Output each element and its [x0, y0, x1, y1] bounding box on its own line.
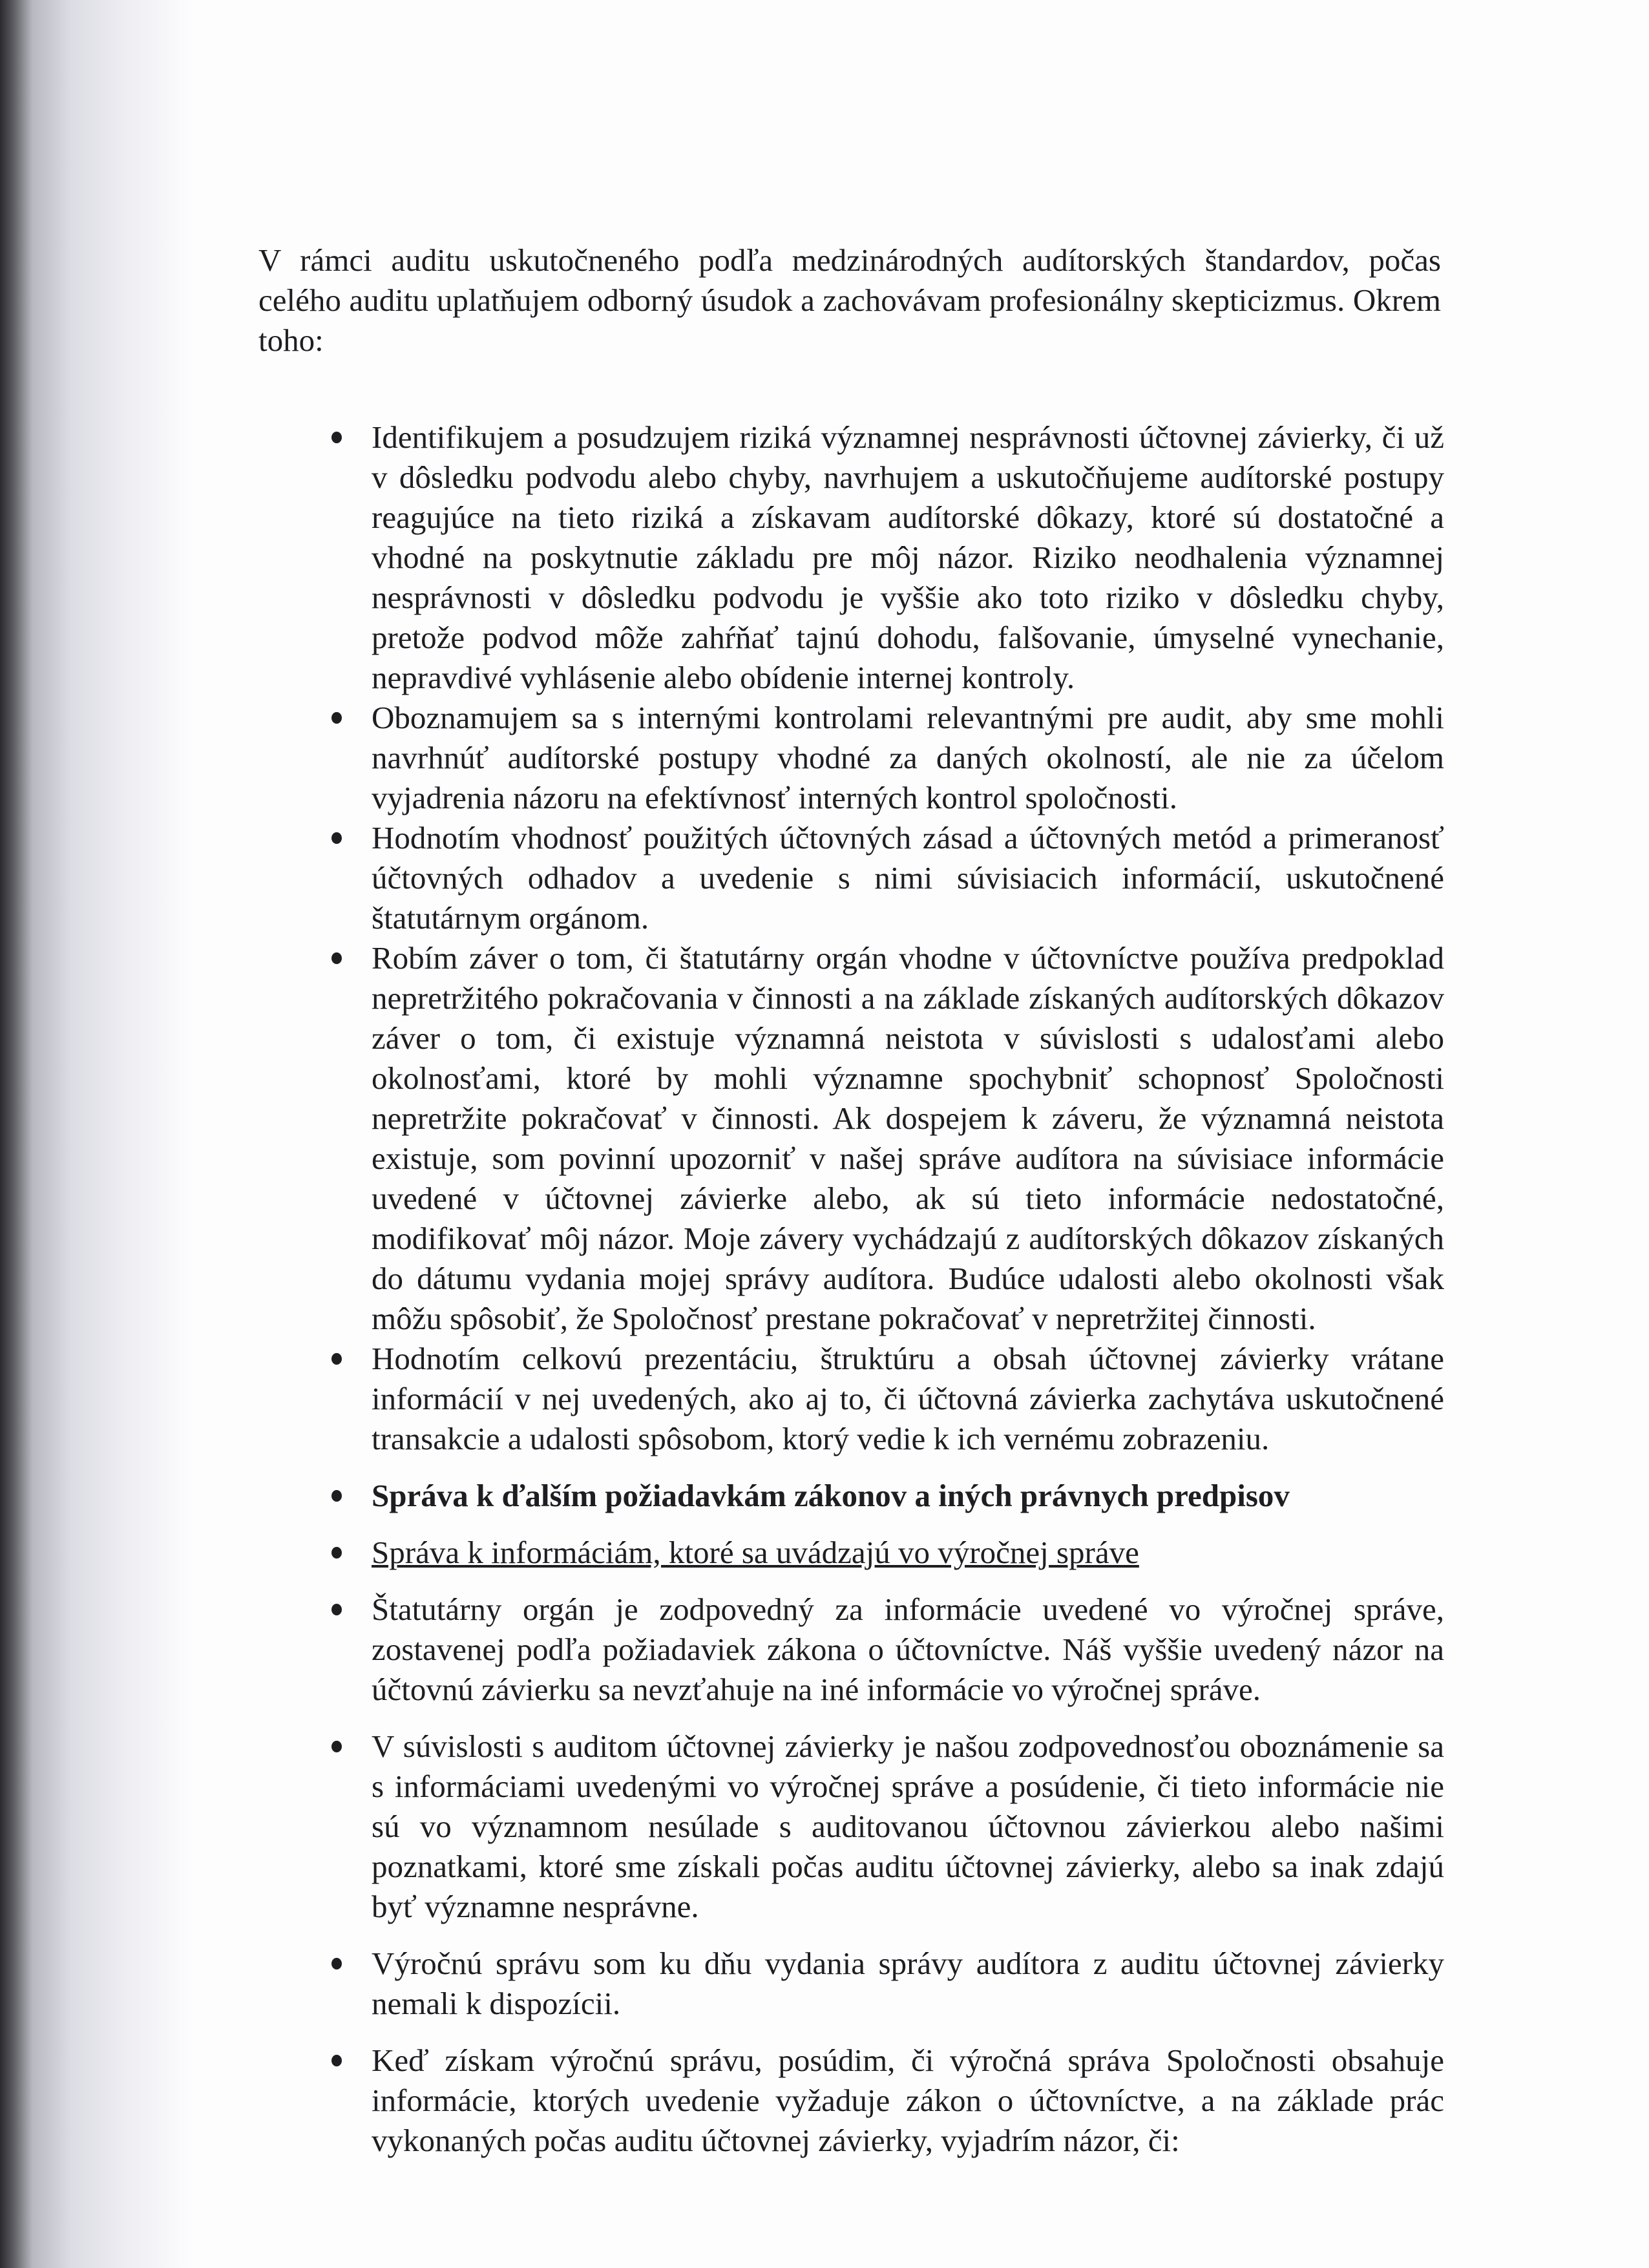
- bullet-icon: [331, 1958, 342, 1969]
- list-item: Oboznamujem sa s internými kontrolami relevantnými pre audit, aby sme mohli navrhnúť audítorské postupy vhodné za daných okolností, ale nie za účelom vyjadrenia názoru na efektívnosť interných kontrol spoločnosti.: [372, 698, 1444, 818]
- bullet-icon: [331, 832, 342, 844]
- list-item: Robím záver o tom, či štatutárny orgán vhodne v účtovníctve používa predpoklad nepretržitého pokračovania v činnosti a na základe získaných audítorských dôkazov záver o tom, či existuje významná neistota v súvislosti s udalosťami alebo okolnosťami, ktoré by mohli významne spochybniť schopnosť Spoločnosti nepretržite pokračovať v činnosti. Ak dospejem k záveru, že významná neistota existuje, som povinní upozorniť v našej správe audítora na súvisiace informácie uvedené v účtovnej závierke alebo, ak sú tieto informácie nedostatočné, modifikovať môj názor. Moje závery vychádzajú z audítorských dôkazov získaných do dátumu vydania mojej správy audítora. Budúce udalosti alebo okolnosti však môžu spôsobiť, že Spoločnosť prestane pokračovať v nepretržitej činnosti.: [372, 938, 1444, 1339]
- bullet-icon: [331, 712, 342, 724]
- list-item: Keď získam výročnú správu, posúdim, či výročná správa Spoločnosti obsahuje informácie, ktorých uvedenie vyžaduje zákon o účtovníctve, a na základe prác vykonaných počas auditu účtovnej závierky, vyjadrím názor, či:: [372, 2041, 1444, 2161]
- bullet-icon: [331, 1547, 342, 1559]
- bullet-icon: [331, 1490, 342, 1502]
- list-item: Štatutárny orgán je zodpovedný za informácie uvedené vo výročnej správe, zostavenej podľa požiadaviek zákona o účtovníctve. Náš vyššie uvedený názor na účtovnú závierku sa nevzťahuje na iné informácie vo výročnej správe.: [372, 1590, 1444, 1710]
- bullet-icon: [331, 2055, 342, 2066]
- bullet-icon: [331, 1353, 342, 1365]
- list-item: Hodnotím celkovú prezentáciu, štruktúru a obsah účtovnej závierky vrátane informácií v nej uvedených, ako aj to, či účtovná závierka zachytáva uskutočnené transakcie a udalosti spôsobom, ktorý vedie k ich vernému zobrazeniu.: [372, 1339, 1444, 1459]
- list-item: Výročnú správu som ku dňu vydania správy audítora z auditu účtovnej závierky nemali k dispozícii.: [372, 1944, 1444, 2024]
- intro-paragraph: V rámci auditu uskutočneného podľa medzinárodných audítorských štandardov, počas celého auditu uplatňujem odborný úsudok a zachovávam profesionálny skepticizmus. Okrem toho:: [258, 242, 1441, 358]
- list-item: Identifikujem a posudzujem riziká významnej nesprávnosti účtovnej závierky, či už v dôsledku podvodu alebo chyby, navrhujem a uskutočňujeme audítorské postupy reagujúce na tieto riziká a získavam audítorské dôkazy, ktoré sú dostatočné a vhodné na poskytnutie základu pre môj názor. Riziko neodhalenia významnej nesprávnosti v dôsledku podvodu je vyššie ako toto riziko v dôsledku chyby, pretože podvod môže zahŕňať tajnú dohodu, falšovanie, úmyselné vynechanie, nepravdivé vyhlásenie alebo obídenie internej kontroly.: [372, 417, 1444, 698]
- list-item: V súvislosti s auditom účtovnej závierky je našou zodpovednosťou oboznámenie sa s informáciami uvedenými vo výročnej správe a posúdenie, či tieto informácie nie sú vo významnom nesúlade s auditovanou účtovnou závierkou alebo našimi poznatkami, ktoré sme získali počas auditu účtovnej závierky, alebo sa inak zdajú byť významne nesprávne.: [372, 1727, 1444, 1927]
- list-item: Hodnotím vhodnosť použitých účtovných zásad a účtovných metód a primeranosť účtovných odhadov a uvedenie s nimi súvisiacich informácií, uskutočnené štatutárnym orgánom.: [372, 818, 1444, 938]
- bullet-icon: [331, 1604, 342, 1615]
- bullet-icon: [331, 432, 342, 443]
- bullet-icon: [331, 1741, 342, 1752]
- bullet-icon: [331, 952, 342, 964]
- section-heading: Správa k ďalším požiadavkám zákonov a iných právnych predpisov: [372, 1476, 1444, 1516]
- subsection-heading: Správa k informáciám, ktoré sa uvádzajú vo výročnej správe: [372, 1533, 1444, 1573]
